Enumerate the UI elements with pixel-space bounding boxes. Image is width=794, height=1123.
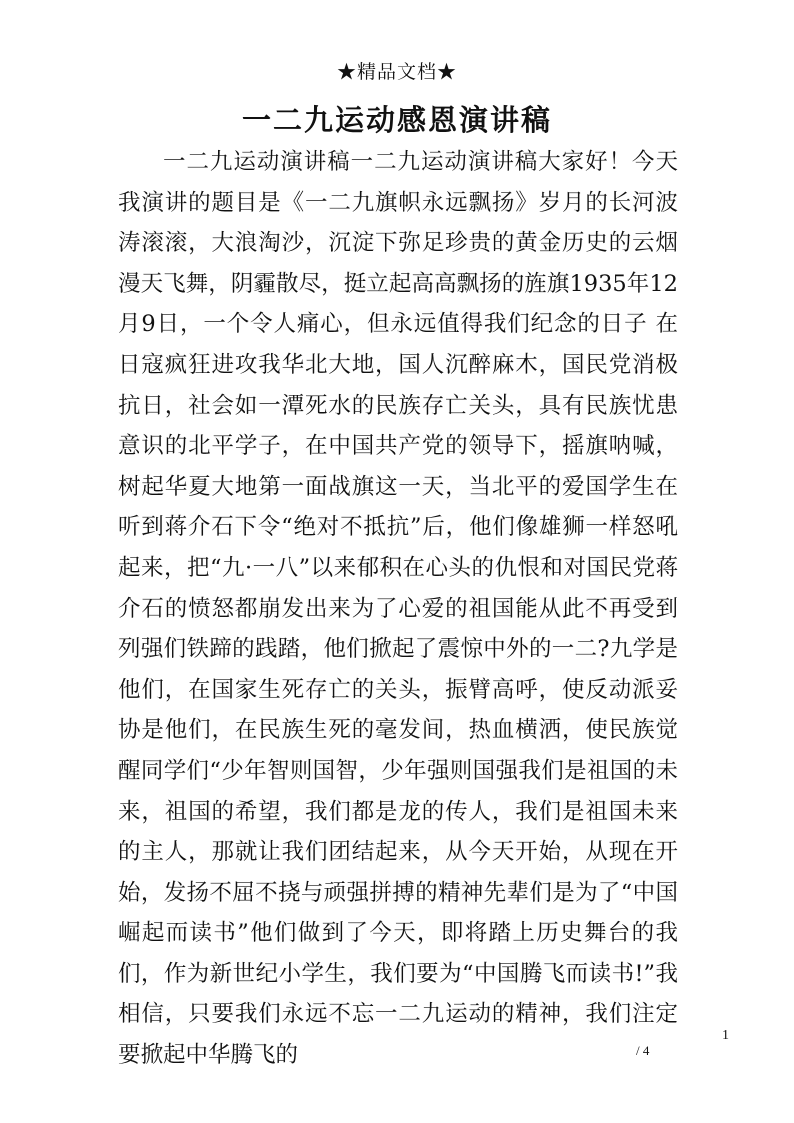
document-header: ★精品文档★ <box>336 61 457 83</box>
page-title: 一二九运动感恩演讲稿 <box>241 103 552 137</box>
page-number: 1 <box>722 1028 729 1043</box>
page-total: / 4 <box>636 1043 650 1058</box>
body-paragraph: 一二九运动演讲稿一二九运动演讲稿大家好！今天我演讲的题目是《一二九旗帜永远飘扬》岁月的长河波涛滚滚，大浪淘沙，沉淀下弥足珍贵的黄金历史的云烟漫天飞舞，阴霾散尽，挺立起高高飘扬的旌旗1935年12月9日，一个令人痛心，但永远值得我们纪念的日子 在日寇疯狂进攻我华北大地，国人沉醉麻木，国民党消极抗日，社会如一潭死水的民族存亡关头，具有民族忧患意识的北平学子，在中国共产党的领导下，摇旗呐喊，树起华夏大地第一面战旗这一天，当北平的爱国学生在听到蒋介石下令“绝对不抵抗”后，他们像雄狮一样怒吼起来，把“九·一八”以来郁积在心头的仇恨和对国民党蒋介石的愤怒都崩发出来为了心爱的祖国能从此不再受到列强们铁蹄的践踏，他们掀起了震惊中外的一二?九学是他们，在国家生死存亡的关头，振臂高呼，使反动派妥协是他们，在民族生死的毫发间，热血横洒，使民族觉醒同学们“少年智则国智，少年强则国强我们是祖国的未来，祖国的希望，我们都是龙的传人，我们是祖国未来的主人，那就让我们团结起来，从今天开始，从现在开始，发扬不屈不挠与顽强拼搏的精神先辈们是为了“中国崛起而读书”他们做到了今天，即将踏上历史舞台的我们，作为新世纪小学生，我们要为“中国腾飞而读书!”我相信，只要我们永远不忘一二九运动的精神，我们注定要掀起中华腾飞的 <box>118 149 678 1069</box>
